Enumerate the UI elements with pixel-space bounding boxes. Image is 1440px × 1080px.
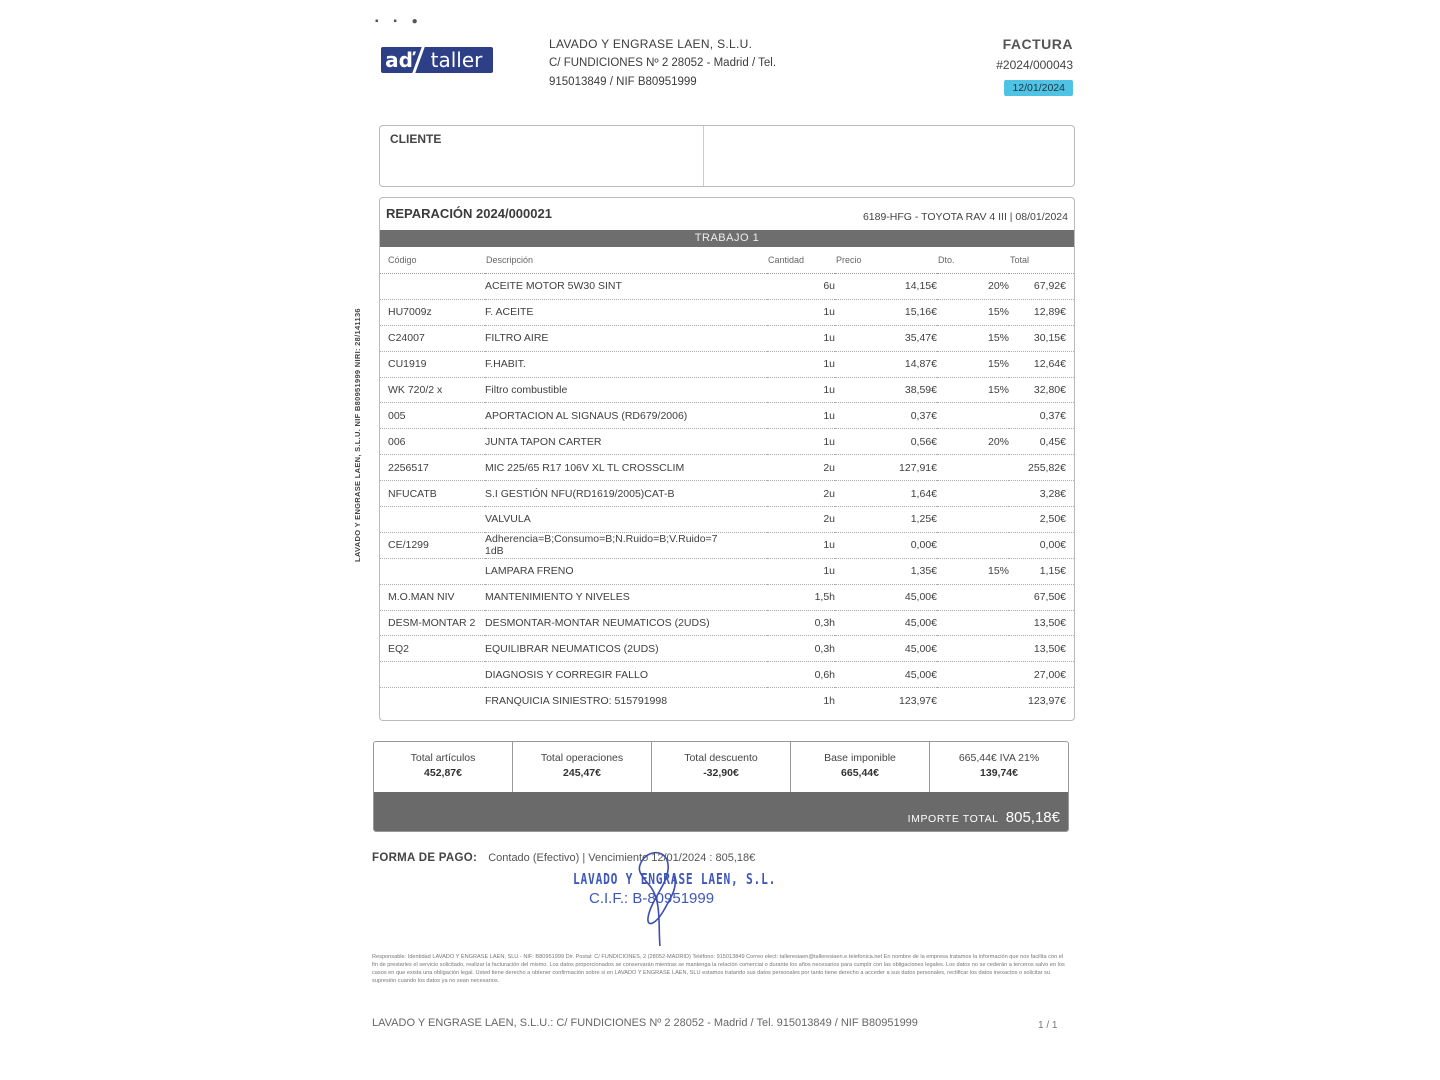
item-quantity: 0,3h	[767, 636, 835, 662]
table-row	[380, 274, 1074, 300]
item-discount	[937, 507, 1009, 533]
total-articles-label: Total artículos	[410, 752, 476, 764]
table-row	[380, 662, 1074, 688]
company-logo	[381, 47, 493, 73]
table-row	[380, 532, 1074, 558]
table-row	[380, 584, 1074, 610]
footer-company: LAVADO Y ENGRASE LAEN, S.L.U.: C/ FUNDICIONES Nº 2 28052 - Madrid / Tel. 915013849 / NIF B80951999	[372, 1017, 918, 1029]
item-code: WK 720/2 x	[380, 377, 485, 403]
item-price: 1,64€	[835, 481, 937, 507]
table-row	[380, 610, 1074, 636]
total-articles	[374, 742, 513, 792]
item-description: Filtro combustible	[485, 377, 767, 403]
item-description: F.HABIT.	[485, 351, 767, 377]
repair-section	[379, 197, 1075, 721]
item-discount: 20%	[937, 429, 1009, 455]
item-price: 35,47€	[835, 325, 937, 351]
item-description: FRANQUICIA SINIESTRO: 515791998	[485, 694, 668, 707]
client-label: CLIENTE	[390, 132, 442, 146]
item-description: MANTENIMIENTO Y NIVELES	[485, 584, 767, 610]
item-discount	[937, 455, 1009, 481]
table-header-row	[380, 247, 1074, 274]
item-price: 0,00€	[835, 532, 937, 558]
item-total: 27,00€	[1009, 662, 1074, 688]
item-quantity: 6u	[767, 274, 835, 300]
item-description: EQUILIBRAR NEUMATICOS (2UDS)	[485, 636, 767, 662]
vat	[930, 742, 1068, 792]
item-total: 255,82€	[1009, 455, 1074, 481]
item-total: 0,37€	[1009, 403, 1074, 429]
item-quantity: 1,5h	[767, 584, 835, 610]
company-address: C/ FUNDICIONES Nº 2 28052 - Madrid / Tel.	[549, 57, 777, 69]
item-discount: 20%	[937, 274, 1009, 300]
item-quantity: 0,6h	[767, 662, 835, 688]
item-rows	[380, 274, 1074, 714]
client-box	[379, 125, 1075, 187]
table-row	[380, 403, 1074, 429]
item-price: 45,00€	[835, 584, 937, 610]
item-description-line: 1dB	[485, 545, 504, 558]
items-table	[380, 247, 1074, 713]
vertical-registry-text: LAVADO Y ENGRASE LAEN, S.L.U. NIF B80951999 NIRI: 28/141136	[353, 308, 362, 562]
col-header-code: Código	[380, 247, 485, 274]
company-info	[549, 35, 776, 92]
item-quantity: 1u	[767, 325, 835, 351]
item-code: HU7009z	[380, 299, 485, 325]
item-quantity: 1u	[767, 299, 835, 325]
item-quantity: 1u	[767, 403, 835, 429]
table-row	[380, 558, 1074, 584]
item-description: F. ACEITE	[485, 299, 767, 325]
item-code: NFUCATB	[380, 481, 485, 507]
item-discount	[937, 610, 1009, 636]
item-quantity: 1u	[767, 558, 835, 584]
item-price: 123,97€	[899, 694, 937, 707]
item-description: MIC 225/65 R17 106V XL TL CROSSCLIM	[485, 455, 767, 481]
document-type: FACTURA	[1002, 36, 1073, 52]
item-price: 45,00€	[835, 662, 937, 688]
total-discount-label: Total descuento	[684, 752, 758, 764]
item-discount	[937, 662, 1009, 688]
item-quantity: 2u	[767, 455, 835, 481]
item-code	[380, 507, 485, 533]
item-code	[380, 662, 485, 688]
item-discount	[937, 403, 1009, 429]
invoice-date: 12/01/2024	[1004, 80, 1073, 96]
logo-taller-text: taller	[430, 48, 483, 72]
grand-total-bar	[374, 792, 1068, 831]
total-operations	[513, 742, 652, 792]
item-quantity: 1u	[767, 351, 835, 377]
item-discount	[937, 532, 1009, 558]
item-discount: 15%	[937, 351, 1009, 377]
item-quantity: 2u	[767, 507, 835, 533]
col-header-quantity: Cantidad	[767, 247, 835, 274]
item-price: 14,87€	[835, 351, 937, 377]
grand-total	[908, 809, 1060, 826]
invoice-header	[996, 36, 1073, 96]
item-total: 67,50€	[1009, 584, 1074, 610]
item-code: M.O.MAN NIV	[380, 584, 485, 610]
table-row	[380, 299, 1074, 325]
table-row	[380, 429, 1074, 455]
table-row	[380, 377, 1074, 403]
item-total: 32,80€	[1009, 377, 1074, 403]
stamp-cif: C.I.F.: B-80951999	[589, 890, 715, 907]
repair-header	[380, 198, 1074, 230]
item-price: 0,56€	[835, 429, 937, 455]
col-header-total: Total	[1009, 247, 1074, 274]
table-row	[380, 481, 1074, 507]
item-code: C24007	[380, 325, 485, 351]
col-header-description: Descripción	[485, 247, 767, 274]
item-total: 1,15€	[1009, 558, 1074, 584]
item-price: 1,35€	[835, 558, 937, 584]
table-row	[380, 636, 1074, 662]
item-price: 45,00€	[835, 636, 937, 662]
item-total: 13,50€	[1009, 636, 1074, 662]
stamp-company: LAVADO Y ENGRASE LAEN, S.L.	[573, 870, 777, 888]
tax-base	[791, 742, 930, 792]
item-code: CE/1299	[380, 532, 485, 558]
company-phone-nif: 915013849 / NIF B80951999	[549, 76, 697, 88]
item-description: APORTACION AL SIGNAUS (RD679/2006)	[485, 403, 767, 429]
item-quantity: 1u	[767, 532, 835, 558]
item-description: JUNTA TAPON CARTER	[485, 429, 767, 455]
total-articles-value: 452,87€	[424, 767, 462, 779]
item-description: ACEITE MOTOR 5W30 SINT	[485, 274, 767, 300]
table-row	[380, 688, 1074, 713]
payment-text: Contado (Efectivo) | Vencimiento 12/01/2024 : 805,18€	[488, 852, 756, 864]
table-row	[380, 507, 1074, 533]
tax-base-label: Base imponible	[824, 752, 896, 764]
col-header-discount: Dto.	[937, 247, 1009, 274]
item-code: 005	[380, 403, 485, 429]
item-code: EQ2	[380, 636, 485, 662]
vat-label: 665,44€ IVA 21%	[958, 752, 1040, 764]
col-header-price: Precio	[835, 247, 937, 274]
grand-total-label: IMPORTE TOTAL	[907, 813, 999, 825]
item-quantity: 1h	[823, 694, 835, 707]
company-name: LAVADO Y ENGRASE LAEN, S.L.U.	[549, 37, 753, 51]
repair-title: REPARACIÓN 2024/000021	[386, 206, 552, 221]
item-code	[380, 558, 485, 584]
item-description: LAMPARA FRENO	[485, 558, 767, 584]
vehicle-info: 6189-HFG - TOYOTA RAV 4 III | 08/01/2024	[862, 211, 1068, 223]
totals-row	[374, 742, 1068, 792]
item-description-line: Adherencia=B;Consumo=B;N.Ruido=B;V.Ruido=7	[485, 533, 718, 546]
total-operations-value: 245,47€	[563, 767, 601, 779]
item-price: 127,91€	[835, 455, 937, 481]
item-description: DESMONTAR-MONTAR NEUMATICOS (2UDS)	[485, 610, 767, 636]
table-row	[380, 455, 1074, 481]
item-code	[380, 688, 485, 713]
totals-box	[373, 741, 1069, 832]
item-discount	[937, 688, 1009, 713]
item-quantity: 0,3h	[767, 610, 835, 636]
item-description: FILTRO AIRE	[485, 325, 767, 351]
table-row	[380, 351, 1074, 377]
item-price: 45,00€	[835, 610, 937, 636]
item-discount	[937, 584, 1009, 610]
item-code: 2256517	[380, 455, 485, 481]
invoice-number: #2024/000043	[996, 58, 1073, 72]
total-discount-value: -32,90€	[703, 767, 739, 779]
item-code	[380, 274, 485, 300]
work-section-bar: TRABAJO 1	[380, 230, 1074, 247]
legal-notice: Responsable: Identidad LAVADO Y ENGRASE LAEN, SLU - NIF: B80951999 Dir. Postal: C/ FUNDICIONES, 2 (28052-MADRID) Teléfono: 915013849 Correo elect: talleresiaen@talleresiaen.e.telefonica.net En nombre de la empresa tratamos la información que nos facilita con el fin de prestarles el servicio solicitado, realizar la facturación del mismo. Los datos proporcionados se conservarán mientras se mantenga la relación comercial o durante los años necesarios para cumplir con las obligaciones legales. Los datos no se cederán a terceros salvo en los casos en que exista una obligación legal. Usted tiene derecho a obtener confirmación sobre si en LAVADO Y ENGRASE LAEN, SLU estamos tratando sus datos personales por tanto tiene derecho a acceder a sus datos personales, rectificar los datos inexactos o solicitar su supresión cuando los datos ya no sean necesarios.	[372, 954, 1065, 984]
item-total: 12,64€	[1009, 351, 1074, 377]
item-quantity: 1u	[767, 377, 835, 403]
item-description: S.I GESTIÓN NFU(RD1619/2005)CAT-B	[485, 481, 767, 507]
client-box-divider	[703, 126, 704, 186]
item-total: 13,50€	[1009, 610, 1074, 636]
total-discount	[652, 742, 791, 792]
item-price: 14,15€	[835, 274, 937, 300]
item-description: VALVULA	[485, 507, 767, 533]
item-discount	[937, 481, 1009, 507]
signature-drawing	[620, 846, 700, 951]
item-total: 0,45€	[1009, 429, 1074, 455]
item-quantity: 1u	[767, 429, 835, 455]
table-row	[380, 325, 1074, 351]
item-price: 15,16€	[835, 299, 937, 325]
logo-ad-mark: aď	[385, 48, 413, 72]
item-price: 0,37€	[835, 403, 937, 429]
scan-marks: ▪ ▪ ●	[375, 16, 424, 27]
item-total: 3,28€	[1009, 481, 1074, 507]
item-total: 0,00€	[1009, 532, 1074, 558]
item-total: 67,92€	[1009, 274, 1074, 300]
item-discount: 15%	[937, 377, 1009, 403]
payment-label: FORMA DE PAGO:	[372, 852, 478, 864]
item-code: CU1919	[380, 351, 485, 377]
item-total: 30,15€	[1009, 325, 1074, 351]
item-description: DIAGNOSIS Y CORREGIR FALLO	[485, 662, 767, 688]
item-discount: 15%	[937, 299, 1009, 325]
company-stamp	[573, 870, 844, 907]
vat-value: 139,74€	[980, 767, 1018, 779]
item-discount: 15%	[937, 558, 1009, 584]
item-code: DESM-MONTAR 2	[380, 610, 485, 636]
page-number: 1 / 1	[1038, 1020, 1058, 1031]
item-total: 2,50€	[1009, 507, 1074, 533]
item-discount	[937, 636, 1009, 662]
item-price: 1,25€	[835, 507, 937, 533]
item-description	[485, 532, 767, 558]
item-code: 006	[380, 429, 485, 455]
tax-base-value: 665,44€	[841, 767, 879, 779]
item-price: 38,59€	[835, 377, 937, 403]
item-total: 12,89€	[1009, 299, 1074, 325]
grand-total-value: 805,18€	[1005, 809, 1060, 826]
item-total: 123,97€	[1028, 694, 1066, 707]
item-discount: 15%	[937, 325, 1009, 351]
total-operations-label: Total operaciones	[540, 752, 624, 764]
item-quantity: 2u	[767, 481, 835, 507]
